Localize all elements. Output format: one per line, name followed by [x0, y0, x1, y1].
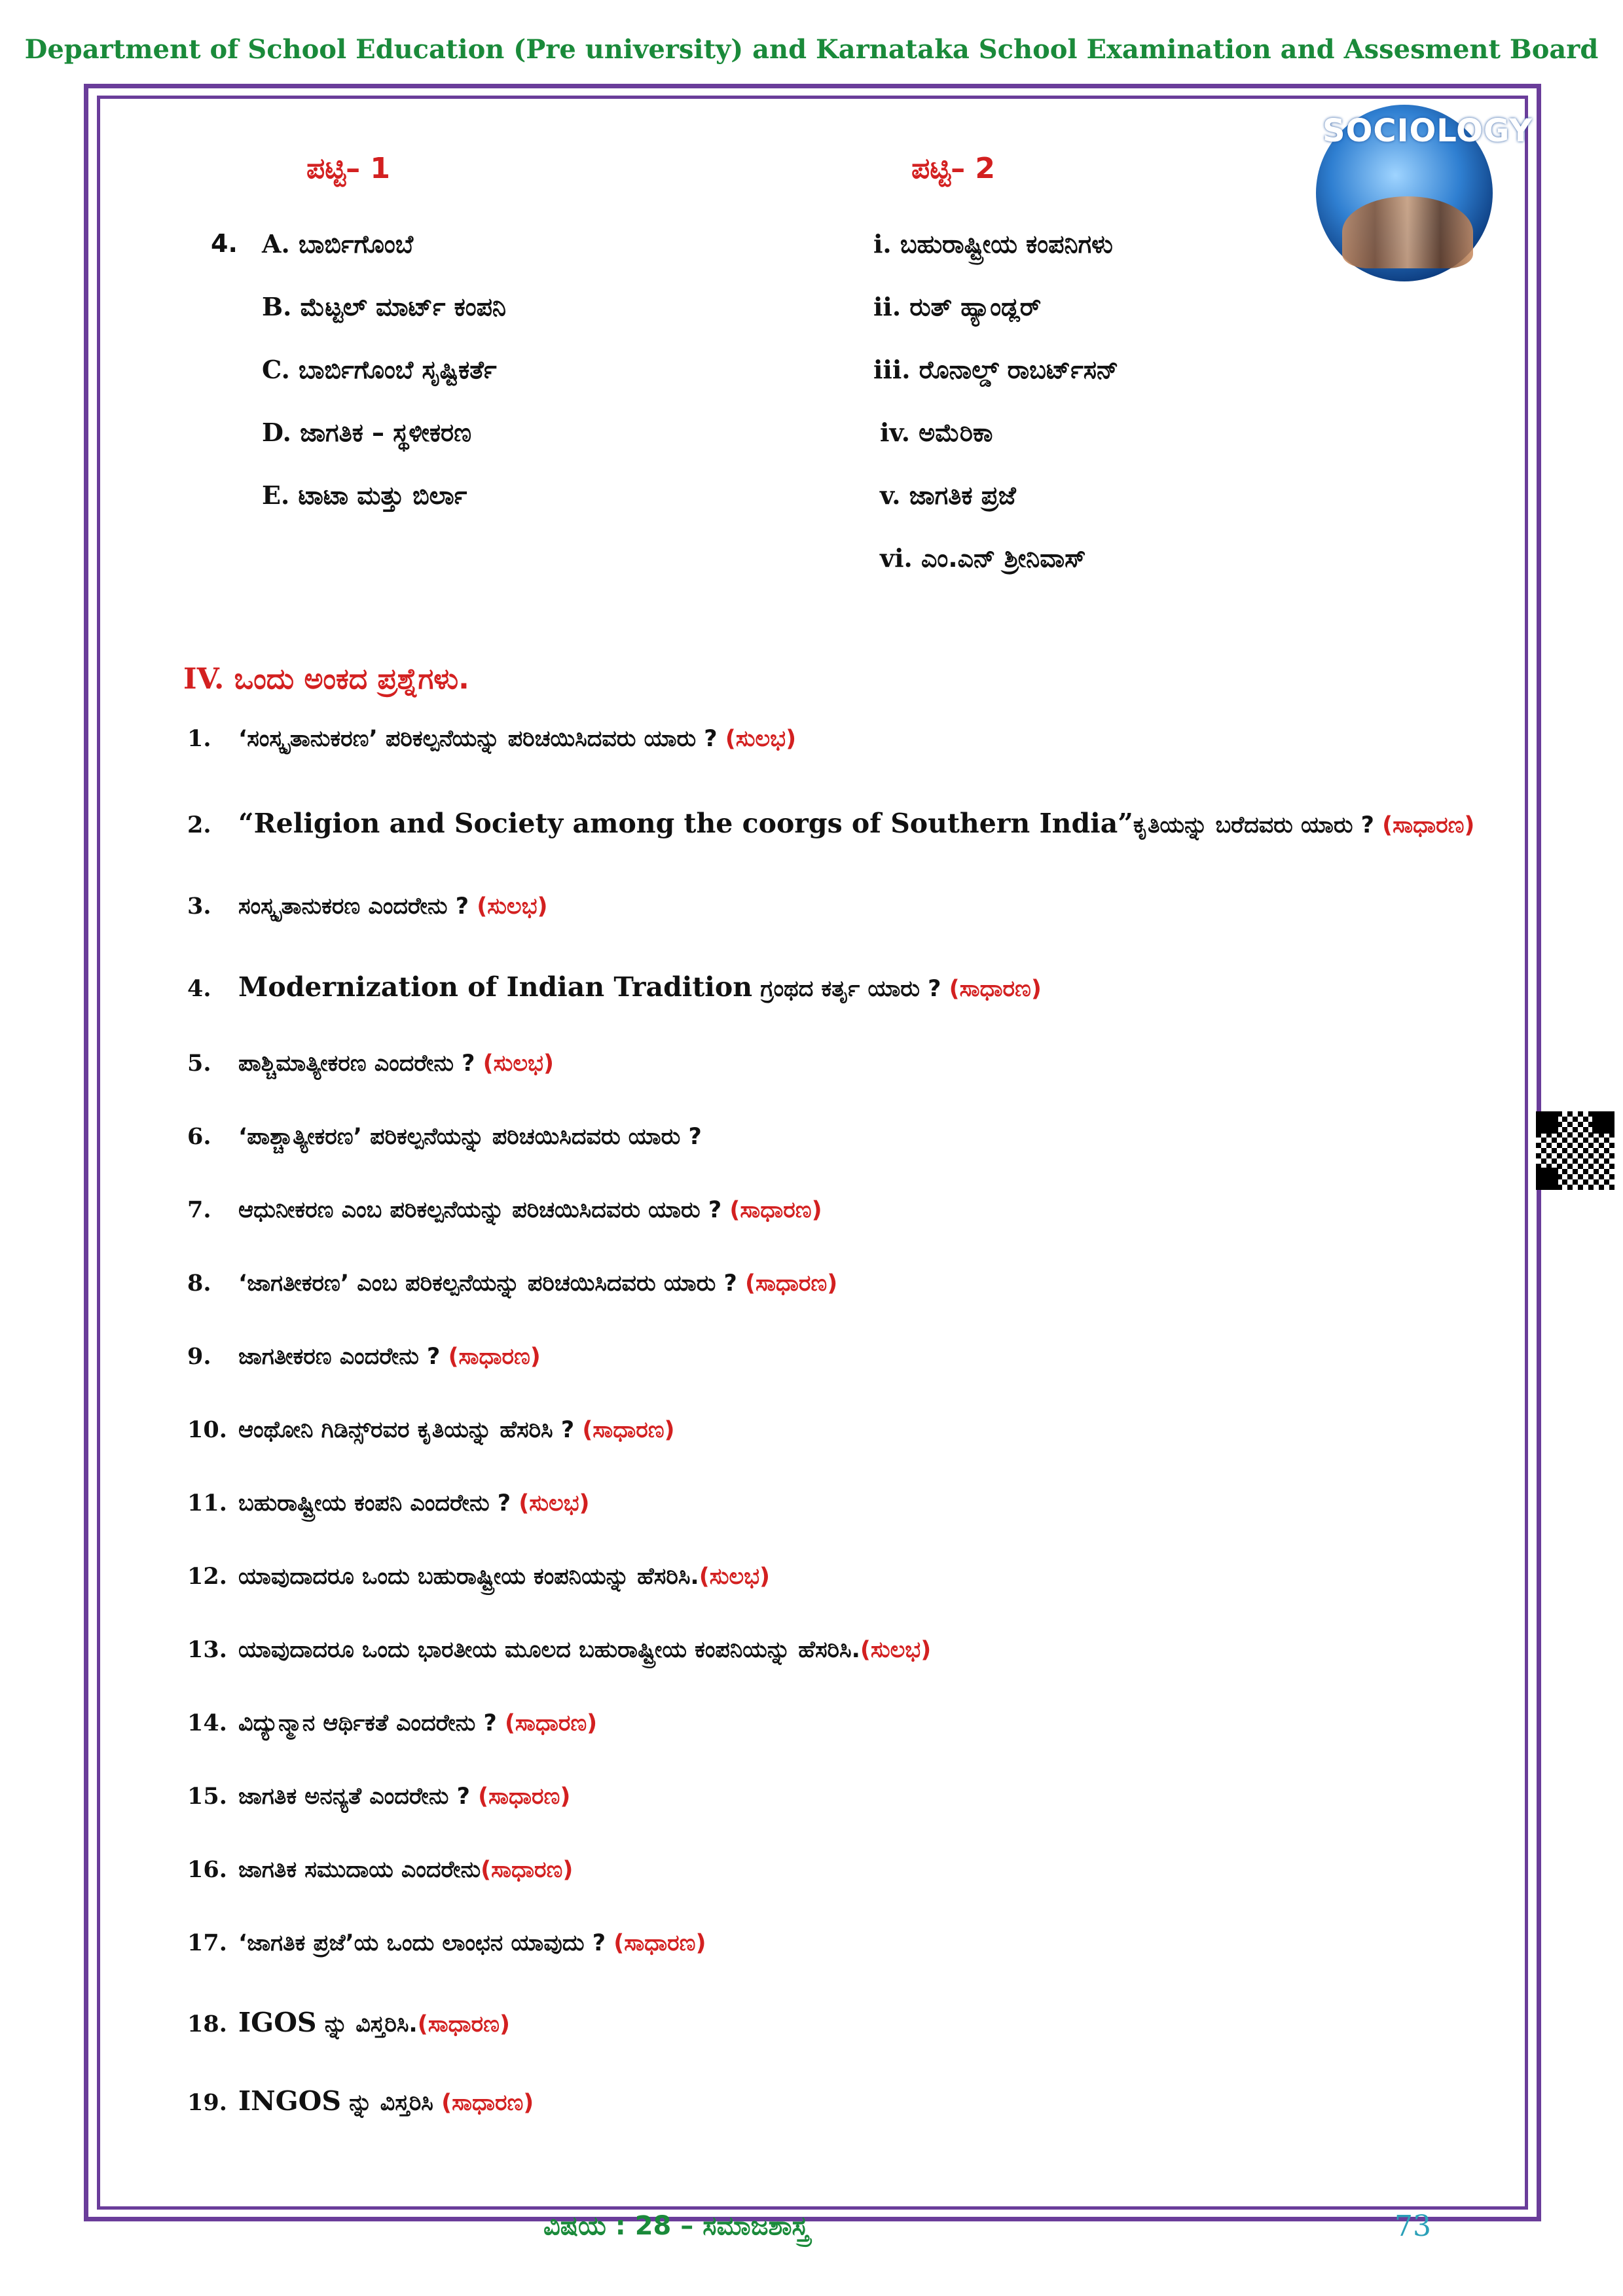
question-text: ‘ಜಾಗತಿಕ ಪ್ರಜೆ’ಯ ಒಂದು ಲಾಂಛನ ಯಾವುದು ?	[238, 1930, 614, 1956]
page-border-inner	[97, 96, 1533, 2210]
difficulty-tag: (ಸುಲಭ)	[477, 893, 548, 920]
question-item	[187, 1856, 573, 1883]
page-footer-subject: ವಿಷಯ : 28 – ಸಮಾಜಶಾಸ್ತ್ರ	[543, 2211, 809, 2241]
question-text: ಕೃತಿಯನ್ನು ಬರೆದವರು ಯಾರು ?	[1133, 812, 1383, 838]
difficulty-tag: (ಸಾಧಾರಣ)	[481, 1857, 574, 1883]
difficulty-tag: (ಸುಲಭ)	[860, 1637, 932, 1663]
difficulty-tag: (ಸಾಧಾರಣ)	[448, 1344, 541, 1370]
sociology-logo-text: SOCIOLOGY	[1322, 113, 1533, 149]
section-title-text: ಒಂದು ಅಂಕದ ಪ್ರಶ್ನೆಗಳು.	[224, 662, 469, 696]
column-2-heading: ಪಟ್ಟಿ– 2	[911, 152, 996, 185]
question-item	[187, 1783, 570, 1810]
question-text: ಆಂಥೋನಿ ಗಿಡಿನ್ಸ್‌ರವರ ಕೃತಿಯನ್ನು ಹೆಸರಿಸಿ ?	[238, 1417, 583, 1443]
difficulty-tag: (ಸಾಧಾರಣ)	[744, 1270, 838, 1297]
question-text: ‘ಸಂಸ್ಕೃತಾನುಕರಣ’ ಪರಿಕಲ್ಪನೆಯನ್ನು ಪರಿಚಯಿಸಿದವರು ಯಾರು ?	[238, 726, 725, 752]
question-number: 8.	[187, 1270, 211, 1297]
section-numeral: IV.	[183, 662, 225, 696]
match-right-item	[873, 292, 1041, 322]
question-text: ಆಧುನೀಕರಣ ಎಂಬ ಪರಿಕಲ್ಪನೆಯನ್ನು ಪರಿಚಯಿಸಿದವರು ಯಾರು ?	[238, 1197, 730, 1223]
question-number: 14.	[187, 1710, 227, 1736]
question-text: ಜಾಗತೀಕರಣ ಎಂದರೇನು ?	[238, 1344, 448, 1370]
difficulty-tag: (ಸುಲಭ)	[519, 1490, 590, 1516]
question-text: ‘ಪಾಶ್ಚಾತ್ಯೀಕರಣ’ ಪರಿಕಲ್ಪನೆಯನ್ನು ಪರಿಚಯಿಸಿದವರು ಯಾರು ?	[238, 1124, 702, 1150]
difficulty-tag: (ಸುಲಭ)	[483, 1050, 554, 1077]
match-right-text: ಬಹುರಾಷ್ಟ್ರೀಯ ಕಂಪನಿಗಳು	[900, 230, 1113, 259]
match-right-item	[873, 355, 1118, 385]
question-text: ಯಾವುದಾದರೂ ಒಂದು ಬಹುರಾಷ್ಟ್ರೀಯ ಕಂಪನಿಯನ್ನು ಹೆಸರಿಸಿ.	[238, 1564, 699, 1590]
question-number: 13.	[187, 1636, 227, 1663]
difficulty-tag: (ಸಾಧಾರಣ)	[582, 1417, 675, 1443]
difficulty-tag: (ಸಾಧಾರಣ)	[441, 2090, 534, 2116]
question-number: 4.	[187, 975, 211, 1002]
match-left-text: ಜಾಗತಿಕ – ಸ್ಥಳೀಕರಣ	[300, 418, 472, 447]
question-number: 6.	[187, 1123, 211, 1150]
match-question-number: 4.	[211, 229, 238, 258]
question-number: 15.	[187, 1783, 227, 1810]
page-number: 73	[1395, 2210, 1431, 2243]
question-number: 10.	[187, 1416, 227, 1443]
question-item	[187, 1490, 590, 1516]
question-text: ವಿದ್ಯುನ್ಮಾನ ಆರ್ಥಿಕತೆ ಎಂದರೇನು ?	[238, 1710, 505, 1736]
match-left-item	[262, 292, 506, 322]
question-number: 5.	[187, 1050, 211, 1077]
question-english-title: Modernization of Indian Tradition	[238, 971, 753, 1003]
match-right-letter: vi.	[880, 543, 913, 573]
column-1-heading: ಪಟ್ಟಿ– 1	[306, 152, 391, 185]
question-text: ‘ಜಾಗತೀಕರಣ’ ಎಂಬ ಪರಿಕಲ್ಪನೆಯನ್ನು ಪರಿಚಯಿಸಿದವರು ಯಾರು ?	[238, 1270, 745, 1297]
question-item	[187, 1563, 770, 1590]
match-right-item	[880, 543, 1086, 573]
question-text: ನ್ನು ವಿಸ್ತರಿಸಿ.	[316, 2011, 418, 2037]
question-item	[187, 2007, 510, 2038]
match-right-letter: iv.	[880, 418, 910, 447]
question-number: 17.	[187, 1929, 227, 1956]
match-left-item	[262, 480, 467, 511]
question-text: ನ್ನು ವಿಸ್ತರಿಸಿ	[341, 2090, 442, 2116]
question-number: 3.	[187, 893, 211, 920]
match-left-item	[262, 355, 497, 385]
question-text: ಜಾಗತಿಕ ಸಮುದಾಯ ಎಂದರೇನು	[238, 1857, 481, 1883]
question-item	[187, 1929, 706, 1956]
match-right-letter: ii.	[873, 292, 902, 321]
question-text: ಗ್ರಂಥದ ಕರ್ತೃ ಯಾರು ?	[752, 976, 949, 1002]
match-right-letter: i.	[873, 229, 892, 259]
match-left-letter: A.	[262, 229, 290, 259]
question-item	[187, 1270, 837, 1297]
question-item	[187, 1050, 554, 1077]
match-right-text: ಎಂ.ಎನ್ ಶ್ರೀನಿವಾಸ್	[921, 544, 1086, 573]
difficulty-tag: (ಸಾಧಾರಣ)	[613, 1930, 706, 1956]
question-number: 2.	[187, 812, 211, 838]
question-number: 18.	[187, 2011, 227, 2037]
section-title	[183, 662, 469, 696]
raised-hands-icon	[1342, 196, 1473, 268]
match-right-letter: iii.	[873, 355, 911, 384]
match-right-item	[880, 418, 993, 448]
match-left-text: ಮೆಟ್ಟಲ್ ಮಾರ್ಟ್ ಕಂಪನಿ	[300, 293, 507, 321]
question-number: 19.	[187, 2089, 227, 2116]
question-english-title: IGOS	[238, 2007, 317, 2038]
question-item	[187, 893, 548, 920]
question-number: 7.	[187, 1196, 211, 1223]
question-text: ಸಂಸ್ಕೃತಾನುಕರಣ ಎಂದರೇನು ?	[238, 893, 477, 920]
question-english-title: “Religion and Society among the coorgs of Southern India”	[238, 808, 1133, 839]
match-right-text: ರುತ್ ಹ್ಯಾಂಡ್ಲರ್	[909, 293, 1042, 321]
match-left-text: ಬಾರ್ಬಿಗೊಂಬೆ ಸೃಷ್ಟಿಕರ್ತೆ	[299, 355, 497, 384]
match-right-item	[873, 229, 1113, 259]
difficulty-tag: (ಸಾಧಾರಣ)	[729, 1197, 822, 1223]
question-english-title: INGOS	[238, 2085, 341, 2117]
difficulty-tag: (ಸುಲಭ)	[699, 1564, 771, 1590]
question-item	[187, 2085, 534, 2117]
question-item	[187, 725, 796, 752]
question-item	[187, 1123, 702, 1150]
difficulty-tag: (ಸುಲಭ)	[725, 726, 797, 752]
question-text: ಪಾಶ್ಚಿಮಾತ್ಯೀಕರಣ ಎಂದರೇನು ?	[238, 1050, 483, 1077]
page-header: Department of School Education (Pre university) and Karnataka School Examination and Assesment Board	[24, 34, 1599, 65]
match-left-item	[262, 229, 413, 259]
question-item	[187, 1710, 597, 1736]
question-item	[187, 808, 1474, 839]
question-item	[187, 1416, 675, 1443]
match-right-text: ರೊನಾಲ್ಡ್ ರಾಬರ್ಟ್‌ಸನ್	[919, 355, 1119, 384]
qr-code-icon[interactable]	[1536, 1111, 1614, 1190]
question-item	[187, 1636, 931, 1663]
question-text: ಯಾವುದಾದರೂ ಒಂದು ಭಾರತೀಯ ಮೂಲದ ಬಹುರಾಷ್ಟ್ರೀಯ ಕಂಪನಿಯನ್ನು ಹೆಸರಿಸಿ.	[238, 1637, 860, 1663]
question-item	[187, 1196, 822, 1223]
match-right-letter: v.	[880, 480, 901, 510]
question-item	[187, 1343, 541, 1370]
match-left-item	[262, 418, 471, 448]
difficulty-tag: (ಸಾಧಾರಣ)	[478, 1784, 571, 1810]
match-left-letter: E.	[262, 480, 290, 510]
match-left-letter: B.	[262, 292, 292, 321]
question-number: 12.	[187, 1563, 227, 1590]
question-text: ಜಾಗತಿಕ ಅನನ್ಯತೆ ಎಂದರೇನು ?	[238, 1784, 479, 1810]
match-right-item	[880, 480, 1016, 511]
match-left-text: ಬಾರ್ಬಿಗೊಂಬೆ	[298, 230, 414, 259]
match-right-text: ಅಮೆರಿಕಾ	[919, 418, 993, 447]
question-text: ಬಹುರಾಷ್ಟ್ರೀಯ ಕಂಪನಿ ಎಂದರೇನು ?	[238, 1490, 519, 1516]
question-number: 9.	[187, 1343, 211, 1370]
difficulty-tag: (ಸಾಧಾರಣ)	[504, 1710, 598, 1736]
difficulty-tag: (ಸಾಧಾರಣ)	[417, 2011, 510, 2037]
match-right-text: ಜಾಗತಿಕ ಪ್ರಜೆ	[909, 481, 1016, 510]
match-left-letter: D.	[262, 418, 291, 447]
question-number: 11.	[187, 1490, 227, 1516]
question-number: 1.	[187, 725, 211, 752]
question-number: 16.	[187, 1856, 227, 1883]
question-item	[187, 971, 1042, 1003]
match-left-letter: C.	[262, 355, 290, 384]
difficulty-tag: (ಸಾಧಾರಣ)	[1382, 812, 1475, 838]
match-left-text: ಟಾಟಾ ಮತ್ತು ಬಿರ್ಲಾ	[298, 481, 467, 510]
difficulty-tag: (ಸಾಧಾರಣ)	[949, 976, 1042, 1002]
